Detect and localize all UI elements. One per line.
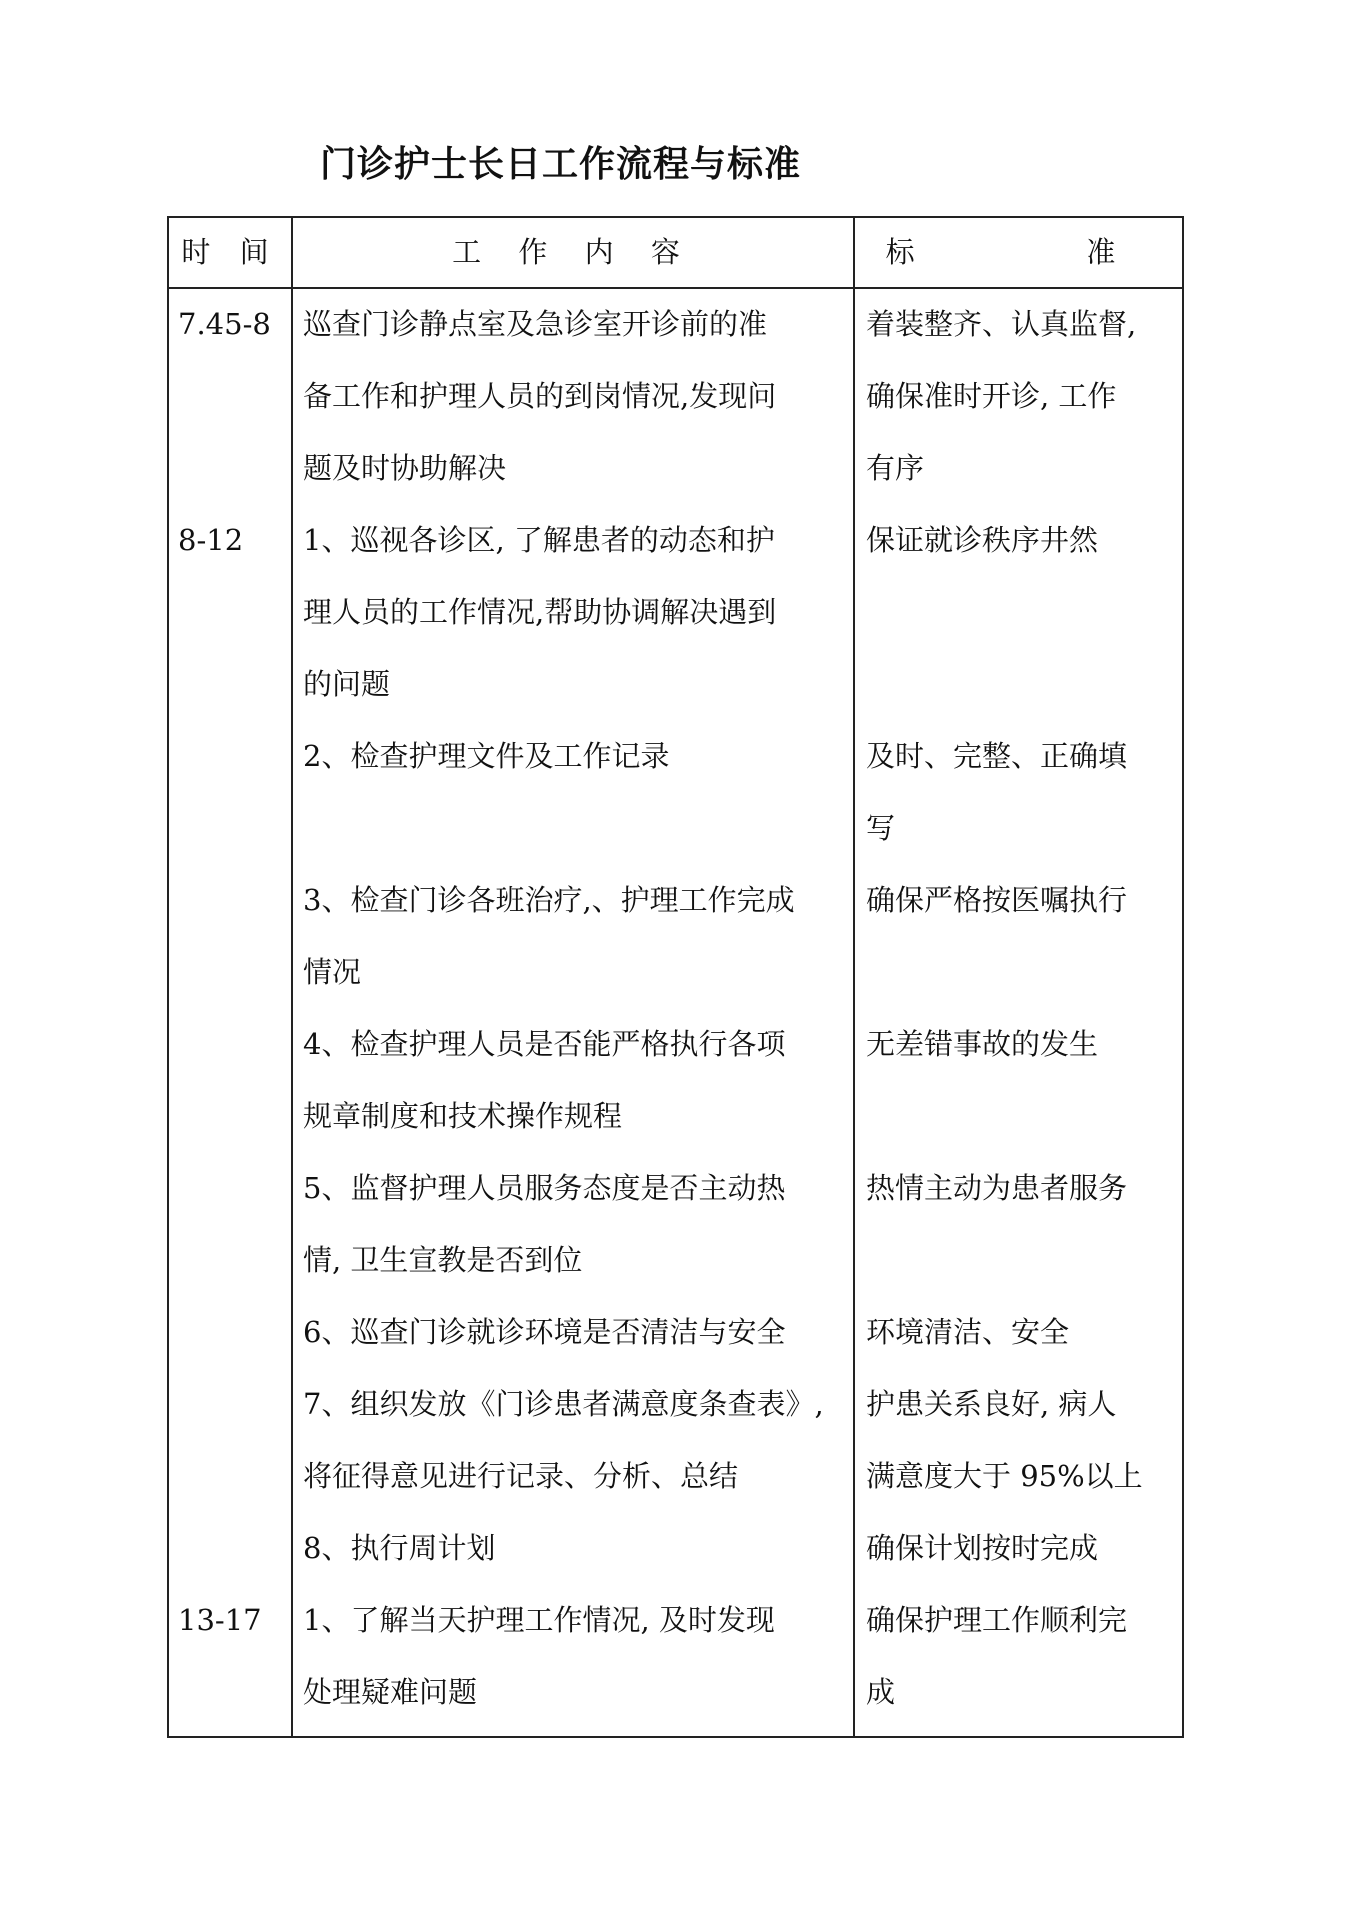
content-cell [303, 864, 795, 1008]
standard-cell [866, 288, 1136, 504]
standard-cell [866, 1152, 1127, 1224]
standard-line: 写 [866, 811, 896, 845]
content-line: 巡查门诊静点室及急诊室开诊前的准 [303, 307, 768, 341]
standard-cell [866, 720, 1127, 864]
time-value: 13-17 [178, 1603, 262, 1637]
content-line: 题及时协助解决 [303, 451, 507, 485]
content-cell [303, 288, 776, 504]
content-cell [303, 1296, 785, 1368]
content-line: 的问题 [303, 667, 391, 701]
content-line: 1、了解当天护理工作情况, 及时发现 [303, 1603, 775, 1637]
time-value: 7.45-8 [178, 307, 271, 341]
content-line: 1、巡视各诊区, 了解患者的动态和护 [303, 523, 775, 557]
standard-line: 确保计划按时完成 [866, 1531, 1099, 1565]
standard-line: 及时、完整、正确填 [866, 739, 1128, 773]
standard-line: 热情主动为患者服务 [866, 1171, 1128, 1205]
content-cell [303, 1008, 785, 1152]
standard-cell [866, 504, 1098, 576]
standard-line: 成 [866, 1675, 896, 1709]
standard-line: 确保准时开诊, 工作 [866, 379, 1117, 413]
header-time: 时 间 [181, 235, 279, 269]
standard-line: 确保严格按医嘱执行 [866, 883, 1128, 917]
content-line: 备工作和护理人员的到岗情况,发现问 [303, 379, 777, 413]
standard-line: 有序 [866, 451, 925, 485]
standard-line: 环境清洁、安全 [866, 1315, 1070, 1349]
column-divider-time [291, 216, 293, 1738]
standard-cell [866, 1512, 1098, 1584]
content-line: 情况 [303, 955, 362, 989]
content-cell [303, 1368, 824, 1512]
content-line: 处理疑难问题 [303, 1675, 478, 1709]
standard-line: 保证就诊秩序井然 [866, 523, 1099, 557]
standard-cell [866, 1296, 1069, 1368]
content-cell [303, 1584, 775, 1728]
content-line: 情, 卫生宣教是否到位 [303, 1243, 583, 1277]
content-cell [303, 1152, 785, 1296]
standard-cell [866, 1008, 1098, 1080]
content-line: 2、检查护理文件及工作记录 [303, 739, 670, 773]
standard-line: 满意度大于 95%以上 [866, 1459, 1143, 1493]
content-line: 4、检查护理人员是否能严格执行各项 [303, 1027, 786, 1061]
document-title: 门诊护士长日工作流程与标准 [320, 143, 802, 185]
standard-line: 无差错事故的发生 [866, 1027, 1099, 1061]
content-line: 8、执行周计划 [303, 1531, 496, 1565]
header-content: 工 作 内 容 [452, 235, 694, 269]
content-line: 7、组织发放《门诊患者满意度条查表》, [303, 1387, 824, 1421]
content-cell [303, 720, 669, 792]
standard-cell [866, 1584, 1127, 1728]
time-slot-morning-prep [178, 288, 271, 360]
time-value: 8-12 [178, 523, 244, 557]
content-line: 将征得意见进行记录、分析、总结 [303, 1459, 739, 1493]
time-slot-morning [178, 504, 243, 576]
header-standard: 标 准 [885, 235, 1152, 269]
time-slot-afternoon [178, 1584, 262, 1656]
content-line: 规章制度和技术操作规程 [303, 1099, 623, 1133]
content-cell [303, 1512, 495, 1584]
content-cell [303, 504, 776, 720]
standard-line: 护患关系良好, 病人 [866, 1387, 1117, 1421]
standard-line: 着装整齐、认真监督, [866, 307, 1137, 341]
standard-cell [866, 864, 1127, 936]
content-line: 理人员的工作情况,帮助协调解决遇到 [303, 595, 777, 629]
content-line: 6、巡查门诊就诊环境是否清洁与安全 [303, 1315, 786, 1349]
content-line: 5、监督护理人员服务态度是否主动热 [303, 1171, 786, 1205]
content-line: 3、检查门诊各班治疗,、护理工作完成 [303, 883, 795, 917]
column-divider-standard [853, 216, 855, 1738]
standard-line: 确保护理工作顺利完 [866, 1603, 1128, 1637]
standard-cell [866, 1368, 1143, 1512]
